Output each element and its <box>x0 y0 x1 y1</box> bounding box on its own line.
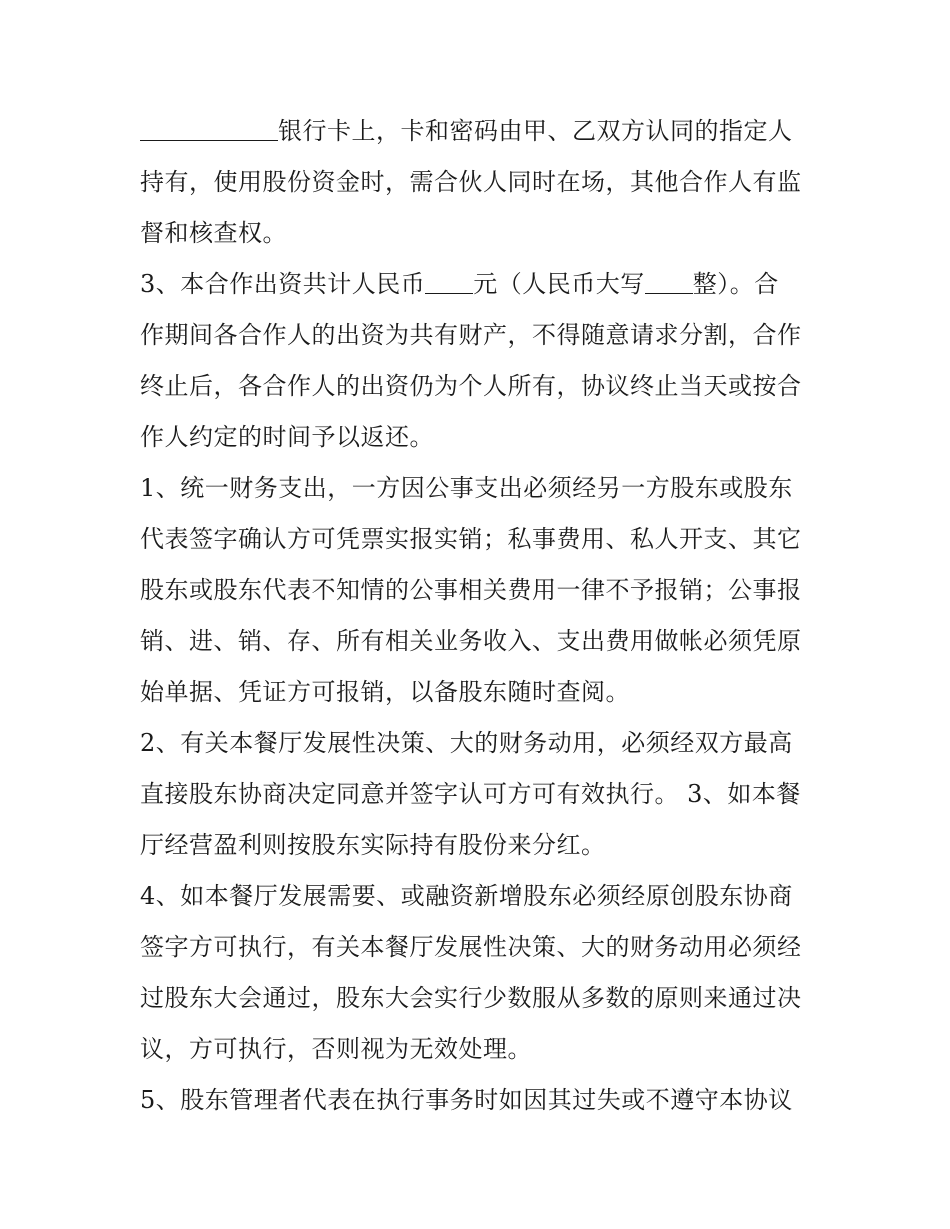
text-line: 5、股东管理者代表在执行事务时如因其过失或不遵守本协议 <box>140 1086 793 1114</box>
text-line: 厅经营盈利则按股东实际持有股份来分红。 <box>140 831 606 859</box>
text-line: 始单据、凭证方可报销，以备股东随时查阅。 <box>140 678 630 706</box>
text-segment: 整）。合 <box>692 270 779 298</box>
text-line: 股东或股东代表不知情的公事相关费用一律不予报销；公事报 <box>140 576 802 604</box>
text-line <box>140 259 820 310</box>
text-line: 签字方可执行，有关本餐厅发展性决策、大的财务动用必须经 <box>140 933 802 961</box>
text-line: 督和核查权。 <box>140 219 287 247</box>
text-line: 直接股东协商决定同意并签字认可方可有效执行。 3、如本餐 <box>140 780 801 808</box>
text-line: 2、有关本餐厅发展性决策、大的财务动用，必须经双方最高 <box>140 729 793 757</box>
text-line: 议，方可执行，否则视为无效处理。 <box>140 1035 532 1063</box>
text-line <box>140 106 820 157</box>
text-line: 销、进、销、存、所有相关业务收入、支出费用做帐必须凭原 <box>140 627 802 655</box>
text-segment: 3、本合作出资共计人民币 <box>140 270 426 298</box>
amount-blank[interactable] <box>425 269 473 294</box>
amount-uppercase-blank[interactable] <box>645 269 693 294</box>
text-line: 4、如本餐厅发展需要、或融资新增股东必须经原创股东协商 <box>140 882 793 910</box>
text-segment: 元（人民币大写 <box>473 270 645 298</box>
document-body <box>140 106 820 1126</box>
text-line: 作人约定的时间予以返还。 <box>140 423 434 451</box>
text-line: 终止后，各合作人的出资仍为个人所有，协议终止当天或按合 <box>140 372 802 400</box>
text-line: 过股东大会通过，股东大会实行少数服从多数的原则来通过决 <box>140 984 802 1012</box>
text-line: 代表签字确认方可凭票实报实销；私事费用、私人开支、其它 <box>140 525 802 553</box>
text-line: 1、统一财务支出，一方因公事支出必须经另一方股东或股东 <box>140 474 793 502</box>
text-segment: 银行卡上，卡和密码由甲、乙双方认同的指定人 <box>278 117 793 145</box>
text-line: 持有，使用股份资金时，需合伙人同时在场，其他合作人有监 <box>140 168 802 196</box>
fill-in-blank[interactable] <box>140 116 278 141</box>
text-line: 作期间各合作人的出资为共有财产，不得随意请求分割，合作 <box>140 321 802 349</box>
